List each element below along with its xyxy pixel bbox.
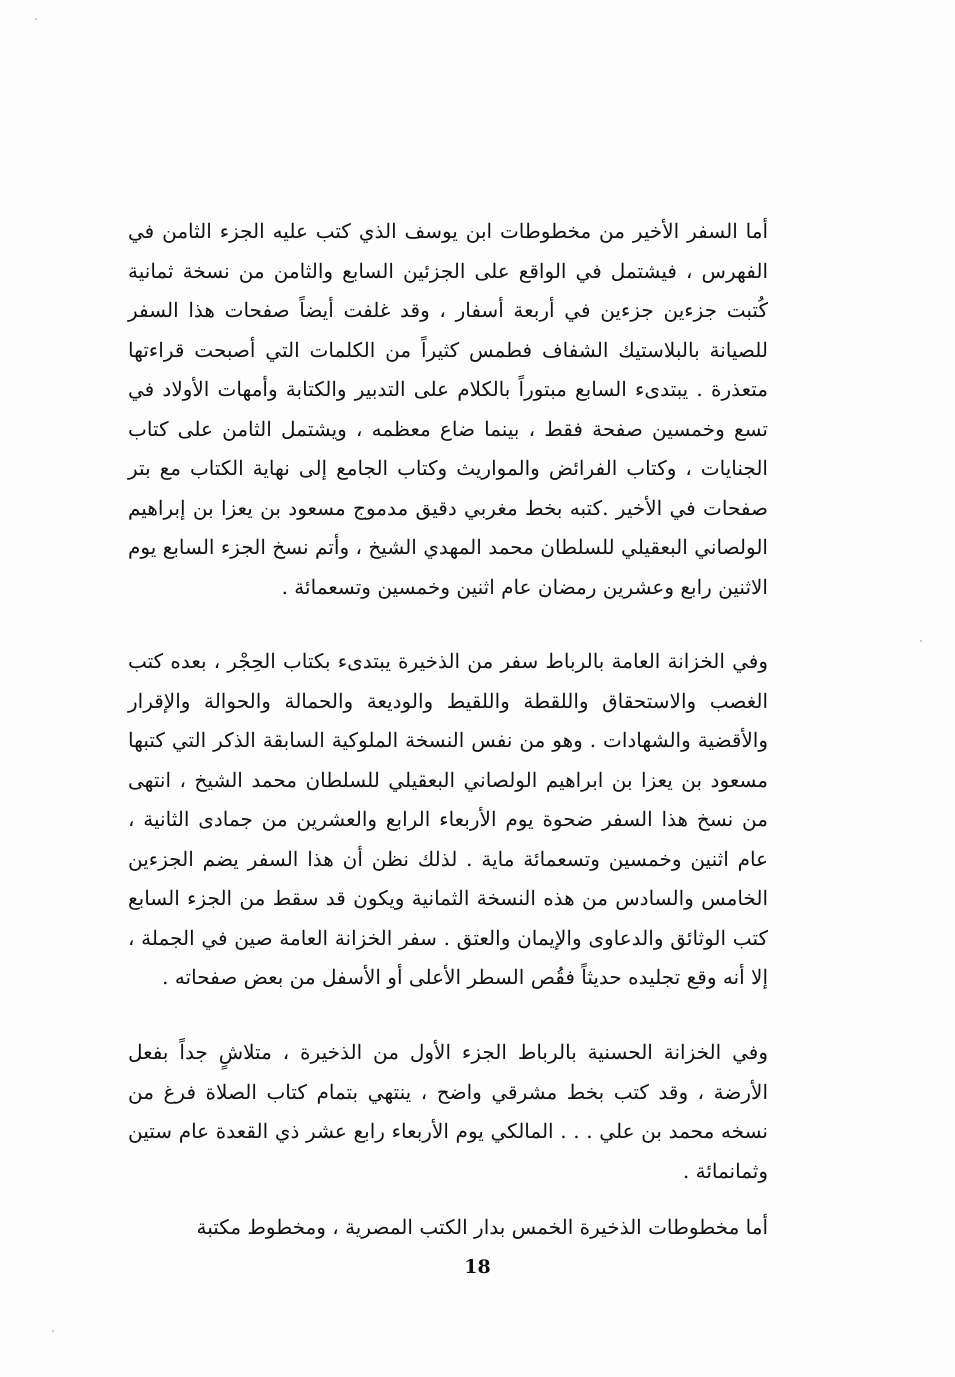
scan-speck: [920, 640, 922, 642]
paragraph-general-library-rabat: وفي الخزانة العامة بالرباط سفر من الذخيرة يبتدىء بكتاب الحِجْر ، بعده كتب الغصب والاستحقاق واللقطة واللقيط والوديعة والحمالة والحوالة والإقرار والأقضية والشهادات . وهو من نفس النسخة الملوكية السابقة الذكر التي كتبها مسعود بن يعزا بن ابراهيم الولصاني البعقيلي للسلطان محمد الشيخ ، انتهى من نسخ هذا السفر ضحوة يوم الأربعاء الرابع والعشرين من جمادى الثانية ، عام اثنين وخمسين وتسعمائة ماية . لذلك نظن أن هذا السفر يضم الجزءين الخامس والسادس من هذه النسخة الثمانية ويكون قد سقط من الجزء السابع كتب الوثائق والدعاوى والإيمان والعتق . سفر الخزانة العامة صين في الجملة ، إلا أنه وقع تجليده حديثاً فقُص السطر الأعلى أو الأسفل من بعض صفحاته .: [128, 649, 768, 989]
scan-speck: [35, 18, 37, 20]
scan-speck: [52, 1330, 54, 1332]
paragraph-manuscript-ibn-yusuf: أما السفر الأخير من مخطوطات ابن يوسف الذي كتب عليه الجزء الثامن في الفهرس ، فيشتمل في الواقع على الجزئين السابع والثامن من نسخة ثمانية كُتبت جزءين جزءين في أربعة أسفار ، وقد غلفت أيضاً صفحات هذا السفر للصيانة بالبلاستيك الشفاف فطمس كثيراً من الكلمات التي أصبحت قراءتها متعذرة . يبتدىء السابع مبتوراً بالكلام على التدبير والكتابة وأمهات الأولاد في تسع وخمسين صفحة فقط ، بينما ضاع معظمه ، ويشتمل الثامن على كتاب الجنايات ، وكتاب الفرائض والمواريث وكتاب الجامع إلى نهاية الكتاب مع بتر صفحات في الأخير .كتبه بخط مغربي دقيق مدموج مسعود بن يعزا بن إبراهيم الولصاني البعقيلي للسلطان محمد المهدي الشيخ ، وأتم نسخ الجزء السابع يوم الاثنين رابع وعشرين رمضان عام اثنين وخمسين وتسعمائة .: [128, 219, 768, 599]
page-number: 18: [464, 1256, 491, 1278]
paragraph-egyptian-library: أما مخطوطات الذخيرة الخمس بدار الكتب المصرية ، ومخطوط مكتبة: [196, 1215, 768, 1239]
paragraph-hassaniya-library: وفي الخزانة الحسنية بالرباط الجزء الأول من الذخيرة ، متلاشٍ جداً بفعل الأرضة ، وقد كتب بخط مشرقي واضح ، ينتهي بتمام كتاب الصلاة فرغ من نسخه محمد بن علي . . . المالكي يوم الأربعاء رابع عشر ذي القعدة عام ستين وثمانمائة .: [128, 1040, 768, 1183]
